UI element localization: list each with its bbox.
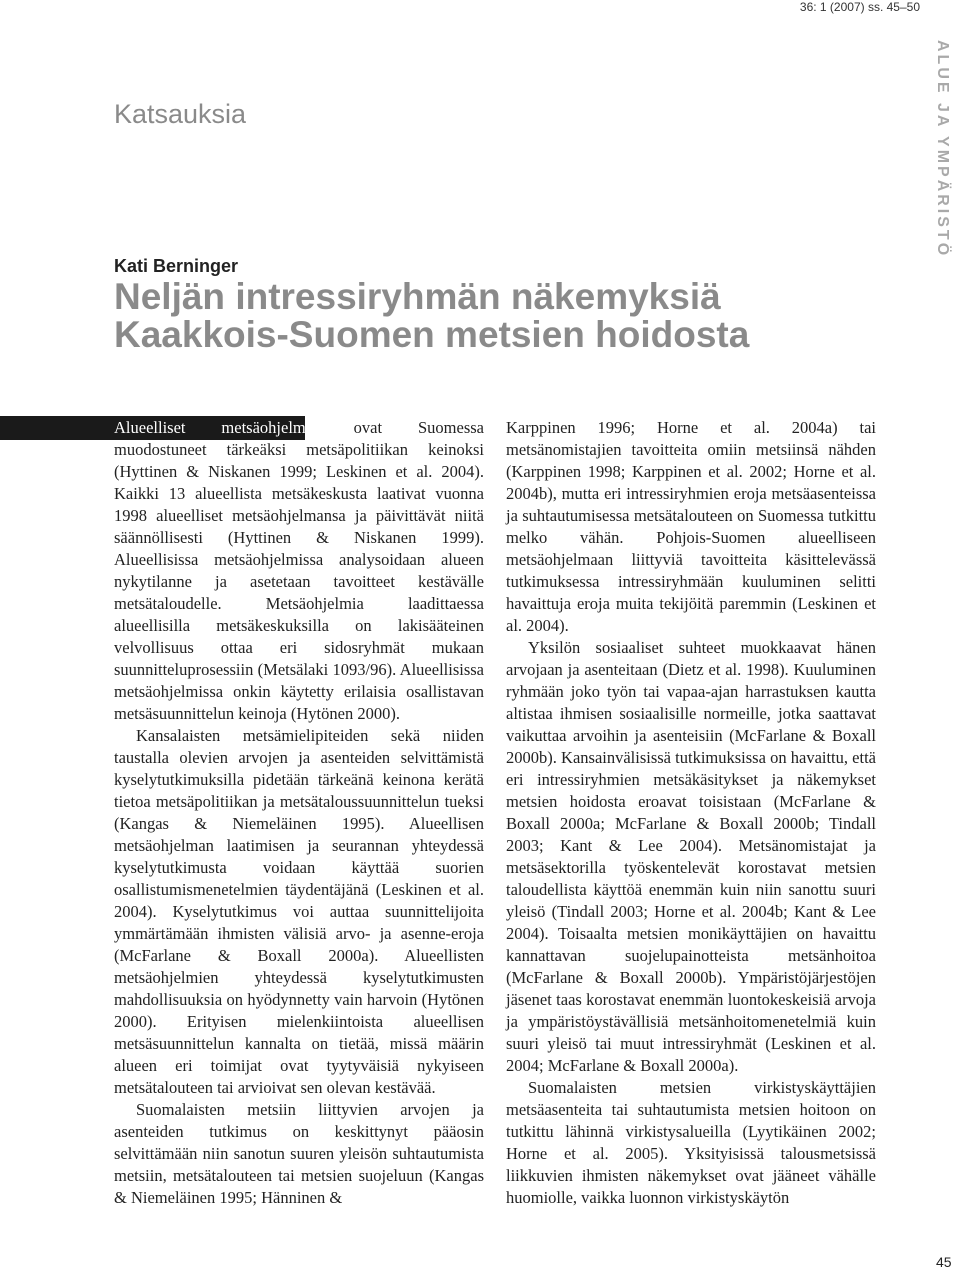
page-number: 45 [936, 1254, 952, 1270]
journal-name-vertical: ALUE JA YMPÄRISTÖ [934, 40, 951, 259]
journal-issue-info: 36: 1 (2007) ss. 45–50 [799, 0, 920, 14]
article-title-line-1: Neljän intressiryhmän näkemyksiä [114, 276, 721, 317]
article-title [114, 278, 914, 354]
lead-words: Alueelliset metsäohjelmat [114, 418, 318, 437]
left-paragraph-1-body: ovat Suomessa muodostuneet tärkeäksi metsäpolitiikan keinoksi (Hyttinen & Niskanen 1999; Leskinen et al. 2004). Kaikki 13 alueellista metsäkeskusta laativat vuonna 1998 alueelliset metsäohjelmansa ja päivittävät niitä säännöllisesti (Hyttinen & Niskanen 1999). Alueellisissa metsäohjelmissa analysoidaan alueen nykytilanne ja asetetaan tavoitteet kestävälle metsätaloudelle. Metsäohjelmia laadittaessa alueellisilla metsäkeskuksilla on lakisääteinen velvollisuus ottaa eri sidosryhmät mukaan suunnitteluprosessiin (Metsälaki 1093/96). Alueellisissa metsäohjelmissa onkin käytetty erilaisia osallistavan metsäsuunnittelun keinoja (Hytönen 2000). [114, 418, 484, 723]
left-column [114, 417, 484, 1209]
article-title-line-2: Kaakkois-Suomen metsien hoidosta [114, 314, 750, 355]
author-name: Kati Berninger [114, 256, 239, 276]
left-paragraph-3: Suomalaisten metsiin liittyvien arvojen ja asenteiden tutkimus on keskittynyt pääosin selvittämään niin sanotun suuren yleisön suhtautumista metsiin, metsätalouteen tai metsien suojeluun (Kangas & Niemeläinen 1995; Hänninen & [114, 1100, 484, 1207]
left-paragraph-1 [114, 417, 484, 725]
section-label: Katsauksia [114, 99, 247, 129]
right-paragraph-2: Yksilön sosiaaliset suhteet muokkaavat hänen arvojaan ja asenteitaan (Dietz et al. 1998). Kuuluminen ryhmään joko työn tai vapaa-ajan harrastuksen kautta altistaa ihmisen sosiaalisille normeille, jotka saattavat vaikuttaa arvoihin ja asenteisiin (McFarlane & Boxall 2000b). Kansainvälisissä tutkimuksissa on havaittu, että eri intressiryhmien metsäkäsitykset ja näkemykset metsien hoidosta eroavat toisistaan (McFarlane & Boxall 2000a; McFarlane & Boxall 2000b; Tindall 2003; Kant & Lee 2004). Metsänomistajat ja metsäsektorilla työskentelevät korostavat metsien taloudellista käyttöä enemmän kuin niin sanottu suuri yleisö (Tindall 2003; Horne et al. 2004b; Kant & Lee 2004). Toisaalta metsien monikäyttäjien on havaittu kannattavan suojelupainotteista metsänhoitoa (McFarlane & Boxall 2000b). Ympäristöjärjestöjen jäsenet taas korostavat enemmän luontokeskeisiä arvoja ja ympäristöystävällisiä metsänhoitomenetelmiä kuin suuri yleisö tai muut intressiryhmät (Leskinen et al. 2004; McFarlane & Boxall 2000a). [506, 638, 876, 1075]
right-paragraph-1: Karppinen 1996; Horne et al. 2004a) tai metsänomistajien tavoitteita omiin metsiinsä nähden (Karppinen 1998; Karppinen et al. 2002; Horne et al. 2004b), mutta eri intressiryhmien eroja metsäasenteissa ja suhtautumisessa metsätalouteen on Suomessa tutkittu melko vähän. Pohjois-Suomen alueelliseen metsäohjelmaan liittyviä tavoitteita käsittelevässä tutkimuksessa intressiryhmään kuuluminen selitti havaittuja eroja muita tekijöitä paremmin (Leskinen et al. 2004). [506, 418, 876, 635]
right-column [506, 417, 876, 1209]
left-paragraph-2: Kansalaisten metsämielipiteiden sekä niiden taustalla olevien arvojen ja asenteiden selvittämistä kyselytutkimuksilla pidetään tärkeänä keinona kerätä tietoa metsäpolitiikan ja metsätaloussuunnittelun tueksi (Kangas & Niemeläinen 1995). Alueellisen metsäohjelman laatimisen ja seurannan yhteydessä kyselytutkimusta voidaan käyttää suorien osallistumismenetelmien täydentäjänä (Leskinen et al. 2004). Kyselytutkimus voi auttaa suunnittelijoita ymmärtämään ihmisten välisiä arvo- ja asenne-eroja (McFarlane & Boxall 2000a). Alueellisten metsäohjelmien yhteydessä kyselytutkimusten mahdollisuuksia on hyödynnetty vain harvoin (Hytönen 2000). Erityisen mielenkiintoista alueellisen metsäsuunnittelun kannalta on tietää, missä määrin alueen eri toimijat ovat tyytyväisiä nykyiseen metsätalouteen tai arvioivat sen olevan kestävää. [114, 726, 484, 1097]
right-paragraph-3: Suomalaisten metsien virkistyskäyttäjien metsäasenteita tai suhtautumista metsien hoitoon on tutkittu lähinnä virkistysalueilla (Lyytikäinen 2002; Horne et al. 2005). Yksityisissä talousmetsissä liikkuvien ihmisten näkemykset ovat jääneet vähälle huomiolle, vaikka luonnon virkistyskäytön [506, 1078, 876, 1207]
